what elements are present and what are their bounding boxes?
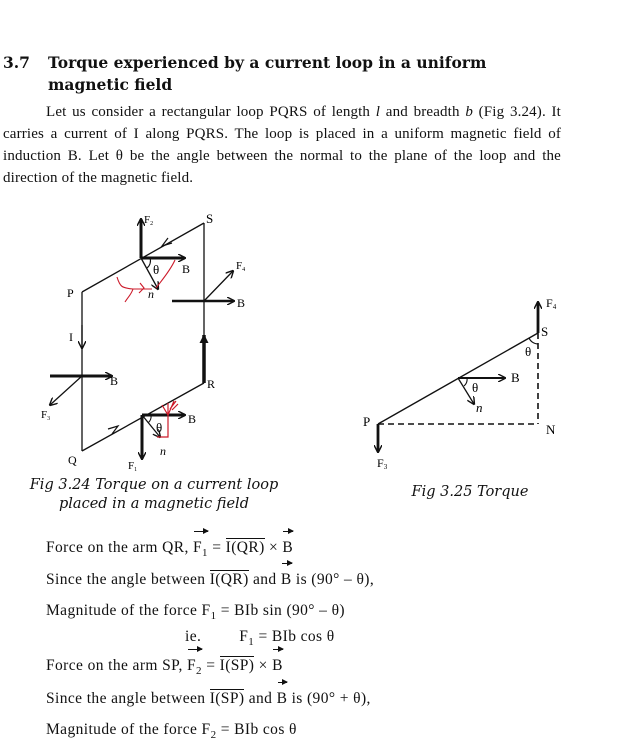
intro-text-2: and breadth xyxy=(380,104,466,120)
label-i: I xyxy=(69,330,73,344)
equation-magnitude-f1: Magnitude of the force $F_1$ = BIb sin (90° – θ) xyxy=(46,602,345,622)
force-f3-arrow xyxy=(50,376,82,405)
figure-3-24 xyxy=(0,205,300,475)
label-n-bottom: n xyxy=(160,444,166,458)
equation-angle-sp: Since the angle between I(SP) and B is (90° + θ), xyxy=(46,690,371,707)
label-f4-2: F4 xyxy=(546,296,557,311)
label-f3: F3 xyxy=(41,409,51,422)
label-r: R xyxy=(207,377,216,391)
label-b-right: B xyxy=(237,296,246,310)
label-n-2: n xyxy=(476,400,483,415)
label-theta-2: θ xyxy=(472,380,479,395)
equation-magnitude-f2: Magnitude of the force $F_2$ = BIb cos θ xyxy=(46,721,297,741)
angle-arc-2 xyxy=(464,378,467,386)
label-n-top: n xyxy=(148,287,154,301)
fig-3-24-caption xyxy=(14,476,294,514)
section-title: Torque experienced by a current loop in a uniform magnetic field xyxy=(48,53,487,94)
length-symbol: l xyxy=(375,104,381,120)
intro-paragraph xyxy=(3,101,561,189)
label-b-2: B xyxy=(511,370,520,385)
intro-text-1: Let us consider a rectangular loop PQRS of length xyxy=(46,104,376,120)
label-f3-2: F3 xyxy=(377,456,388,471)
fig-3-24-caption-line-2: placed in a magnetic field xyxy=(59,496,249,512)
label-f4: F4 xyxy=(236,260,246,273)
label-theta-s: θ xyxy=(525,344,532,359)
label-f2: F2 xyxy=(144,214,154,227)
equation-force-sp: Force on the arm SP, $F_2 = I(SP) \times B$ xyxy=(46,656,283,681)
label-b-bottom: B xyxy=(188,412,197,426)
section-number: 3.7 xyxy=(3,53,30,72)
fig-3-24-caption-line-1: Fig 3.24 Torque on a current loop xyxy=(29,477,279,493)
label-theta-top: θ xyxy=(153,262,160,277)
label-s: S xyxy=(206,211,214,226)
breadth-symbol: b xyxy=(465,104,473,120)
label-b-top: B xyxy=(182,262,191,276)
label-f1: F1 xyxy=(128,460,138,473)
current-arrow-q xyxy=(108,426,118,434)
label-s-2: S xyxy=(541,324,549,339)
figure-3-25 xyxy=(350,290,580,480)
label-p: P xyxy=(67,286,74,300)
label-b-left: B xyxy=(110,374,119,388)
label-theta-bottom: θ xyxy=(156,420,163,435)
equation-angle-qr: Since the angle between I(QR) and B is (90° – θ), xyxy=(46,571,375,588)
intro-text-3: (Fig 3.24). It carries a current of I along PQRS. The loop is placed in a uniform magnetic field of induction B. Let θ be the angle between the normal to the plane of the loop and the direction of the magnetic field. xyxy=(3,104,561,186)
label-n-point: N xyxy=(546,422,556,437)
equation-force-qr: Force on the arm QR, $F_1 = I(QR) \times B$ xyxy=(46,538,293,563)
fig-3-25-caption: Fig 3.25 Torque xyxy=(411,484,529,500)
force-f4-arrow xyxy=(204,271,233,301)
equation-f1-cos: ie. $F_1$ = BIb cos θ xyxy=(185,628,335,648)
label-p-2: P xyxy=(363,414,371,429)
label-q: Q xyxy=(68,453,77,467)
